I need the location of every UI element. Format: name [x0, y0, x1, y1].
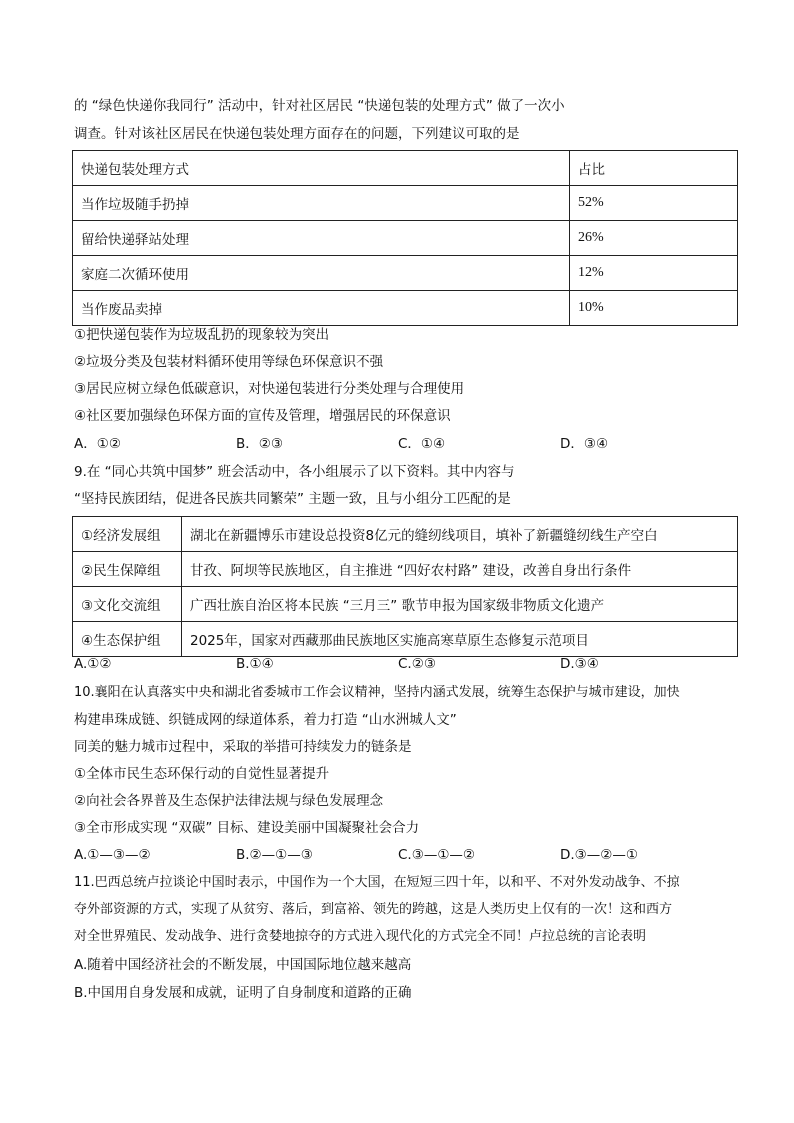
table-cell: 10% [570, 291, 738, 326]
q8-option-a[interactable]: A．①② [74, 436, 121, 452]
table-row [73, 552, 738, 587]
q11-stem-line2: 夺外部资源的方式，实现了从贫穷、落后，到富裕、领先的跨越，这是人类历史上仅有的一次！这和西方 [74, 902, 673, 917]
table-cell: 当作废品卖掉 [73, 291, 570, 326]
q8-statement: ①把快递包装作为垃圾乱扔的现象较为突出 [74, 327, 330, 343]
table-cell: 12% [570, 256, 738, 291]
q9-materials-table [72, 516, 738, 657]
q8-intro-line1: 的 “绿色快递你我同行” 活动中，针对社区居民 “快递包装的处理方式” 做了一次小 [74, 98, 565, 114]
q8-intro-line2: 调查。针对该社区居民在快递包装处理方面存在的问题，下列建议可取的是 [74, 126, 520, 142]
q10-option-b[interactable]: B.②—①—③ [236, 847, 313, 863]
q10-option-c[interactable]: C.③—①—② [398, 847, 476, 863]
table-cell: ③文化交流组 [73, 587, 182, 622]
q8-survey-table [72, 150, 738, 326]
table-row [73, 186, 738, 221]
table-cell: 甘孜、阿坝等民族地区，自主推进 “四好农村路” 建设，改善自身出行条件 [182, 552, 738, 587]
table-cell: 当作垃圾随手扔掉 [73, 186, 570, 221]
table-row [73, 221, 738, 256]
table-row [73, 256, 738, 291]
table-header-cell: 快递包装处理方式 [73, 151, 570, 186]
table-cell: 家庭二次循环使用 [73, 256, 570, 291]
q10-statement: ①全体市民生态环保行动的自觉性显著提升 [74, 766, 330, 782]
q10-stem-line3: 同美的魅力城市过程中，采取的举措可持续发力的链条是 [74, 739, 412, 755]
q11-option-a[interactable]: A.随着中国经济社会的不断发展，中国国际地位越来越高 [74, 957, 412, 973]
q8-statement: ③居民应树立绿色低碳意识，对快递包装进行分类处理与合理使用 [74, 381, 465, 397]
q11-stem-line1: 11.巴西总统卢拉谈论中国时表示，中国作为一个大国，在短短三四十年，以和平、不对外发动战争、不掠 [74, 875, 680, 890]
table-row [73, 517, 738, 552]
q10-statement: ②向社会各界普及生态保护法律法规与绿色发展理念 [74, 793, 384, 809]
table-cell: ①经济发展组 [73, 517, 182, 552]
table-header-row [73, 151, 738, 186]
table-row [73, 587, 738, 622]
table-cell: 52% [570, 186, 738, 221]
q10-stem-line1: 10.襄阳在认真落实中央和湖北省委城市工作会议精神，坚持内涵式发展，统筹生态保护与城市建设，加快 [74, 685, 680, 700]
q11-option-b[interactable]: B.中国用自身发展和成就，证明了自身制度和道路的正确 [74, 985, 412, 1001]
q9-option-b[interactable]: B.①④ [236, 656, 274, 672]
table-cell: 26% [570, 221, 738, 256]
table-cell: 广西壮族自治区将本民族 “三月三” 歌节申报为国家级非物质文化遗产 [182, 587, 738, 622]
q10-statement: ③全市形成实现 “双碳” 目标、建设美丽中国凝聚社会合力 [74, 820, 420, 836]
table-cell: ②民生保障组 [73, 552, 182, 587]
q8-option-b[interactable]: B．②③ [236, 436, 283, 452]
table-cell: 2025年，国家对西藏那曲民族地区实施高寒草原生态修复示范项目 [182, 622, 738, 657]
table-row [73, 291, 738, 326]
q9-stem-line2: “坚持民族团结，促进各民族共同繁荣” 主题一致，且与小组分工匹配的是 [74, 491, 511, 507]
q8-statement: ④社区要加强绿色环保方面的宣传及管理，增强居民的环保意识 [74, 408, 451, 424]
q8-option-c[interactable]: C．①④ [398, 436, 446, 452]
table-header-cell: 占比 [570, 151, 738, 186]
q9-option-a[interactable]: A.①② [74, 656, 112, 672]
q10-option-a[interactable]: A.①—③—② [74, 847, 151, 863]
table-cell: 留给快递驿站处理 [73, 221, 570, 256]
q10-option-d[interactable]: D.③—②—① [560, 847, 638, 863]
q9-option-d[interactable]: D.③④ [560, 656, 599, 672]
q9-stem-line1: 9.在 “同心共筑中国梦” 班会活动中，各小组展示了以下资料。其中内容与 [74, 464, 515, 480]
table-row [73, 622, 738, 657]
table-cell: ④生态保护组 [73, 622, 182, 657]
q8-statement: ②垃圾分类及包装材料循环使用等绿色环保意识不强 [74, 354, 384, 370]
q9-option-c[interactable]: C.②③ [398, 656, 436, 672]
q8-option-d[interactable]: D．③④ [560, 436, 609, 452]
table-cell: 湖北在新疆博乐市建设总投资8亿元的缝纫线项目，填补了新疆缝纫线生产空白 [182, 517, 738, 552]
q10-stem-line2: 构建串珠成链、织链成网的绿道体系，着力打造 “山水洲城人文” [74, 712, 457, 728]
q11-stem-line3: 对全世界殖民、发动战争、进行贪婪地掠夺的方式进入现代化的方式完全不同！卢拉总统的言论表明 [74, 929, 647, 944]
